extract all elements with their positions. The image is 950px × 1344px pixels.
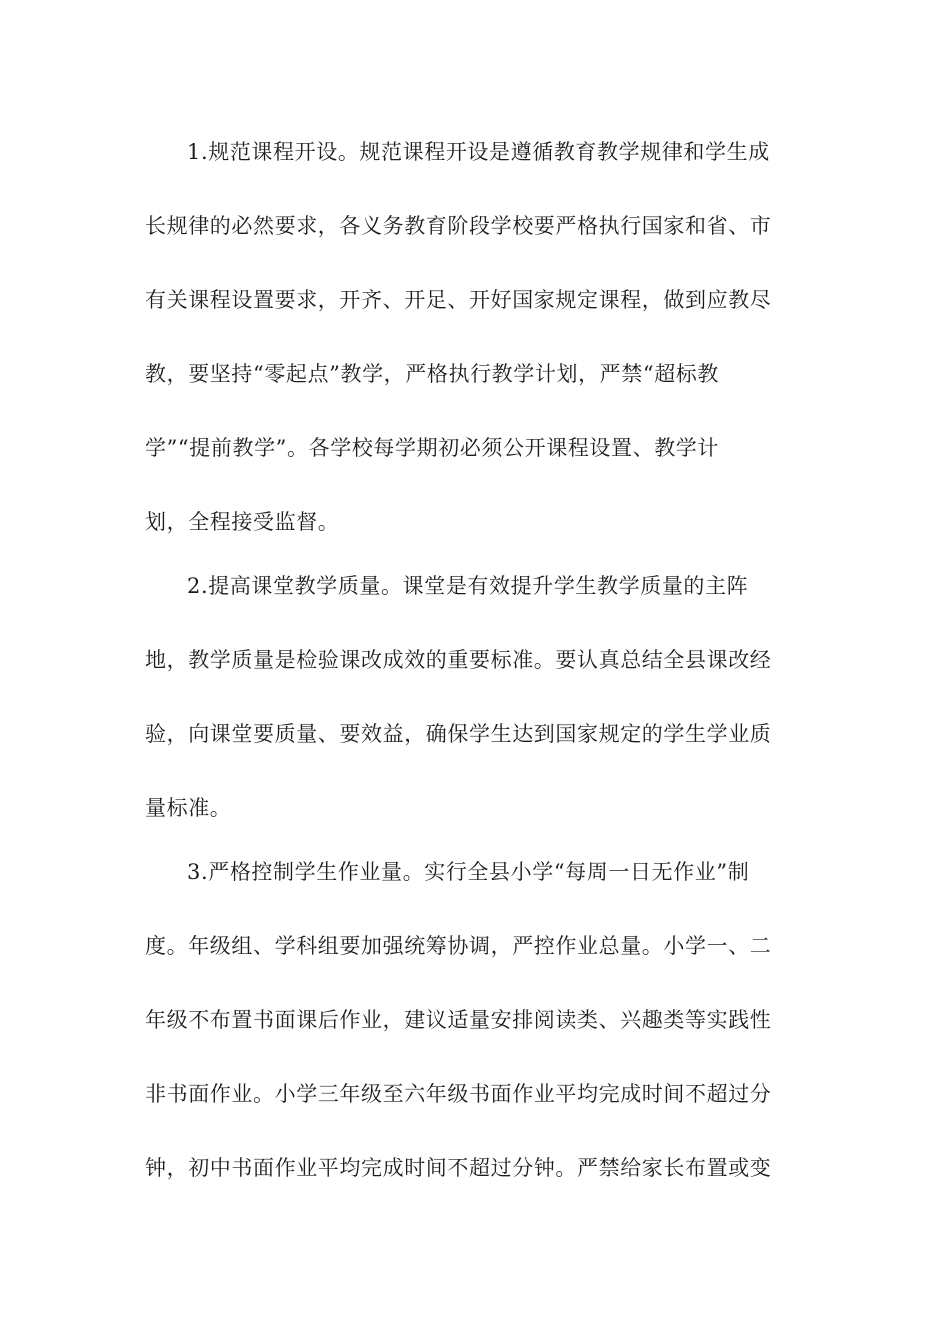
paragraph-2-line-2: 地，教学质量是检验课改成效的重要标准。要认真总结全县课改经 <box>145 648 772 672</box>
paragraph-3-line-4: 非书面作业。小学三年级至六年级书面作业平均完成时间不超过分 <box>145 1082 772 1106</box>
paragraph-3-line-2: 度。年级组、学科组要加强统筹协调，严控作业总量。小学一、二 <box>145 934 772 958</box>
paragraph-2-line-4: 量标准。 <box>145 796 232 820</box>
paragraph-1-line-5: 学”“提前教学”。各学校每学期初必须公开课程设置、教学计 <box>145 436 720 460</box>
paragraph-3-line-5: 钟，初中书面作业平均完成时间不超过分钟。严禁给家长布置或变 <box>145 1156 772 1180</box>
paragraph-1-line-2: 长规律的必然要求，各义务教育阶段学校要严格执行国家和省、市 <box>145 214 772 238</box>
paragraph-2-line-1: 2.提高课堂教学质量。课堂是有效提升学生教学质量的主阵 <box>187 574 749 598</box>
paragraph-1-line-6: 划，全程接受监督。 <box>145 510 340 534</box>
paragraph-1-line-1: 1.规范课程开设。规范课程开设是遵循教育教学规律和学生成 <box>187 140 770 164</box>
paragraph-1-line-3: 有关课程设置要求，开齐、开足、开好国家规定课程，做到应教尽 <box>145 288 772 312</box>
paragraph-3-line-3: 年级不布置书面课后作业，建议适量安排阅读类、兴趣类等实践性 <box>145 1008 772 1032</box>
paragraph-2-line-3: 验，向课堂要质量、要效益，确保学生达到国家规定的学生学业质 <box>145 722 772 746</box>
paragraph-1-line-4: 教，要坚持“零起点”教学，严格执行教学计划，严禁“超标教 <box>145 362 720 386</box>
paragraph-3-line-1: 3.严格控制学生作业量。实行全县小学“每周一日无作业”制 <box>187 860 750 884</box>
